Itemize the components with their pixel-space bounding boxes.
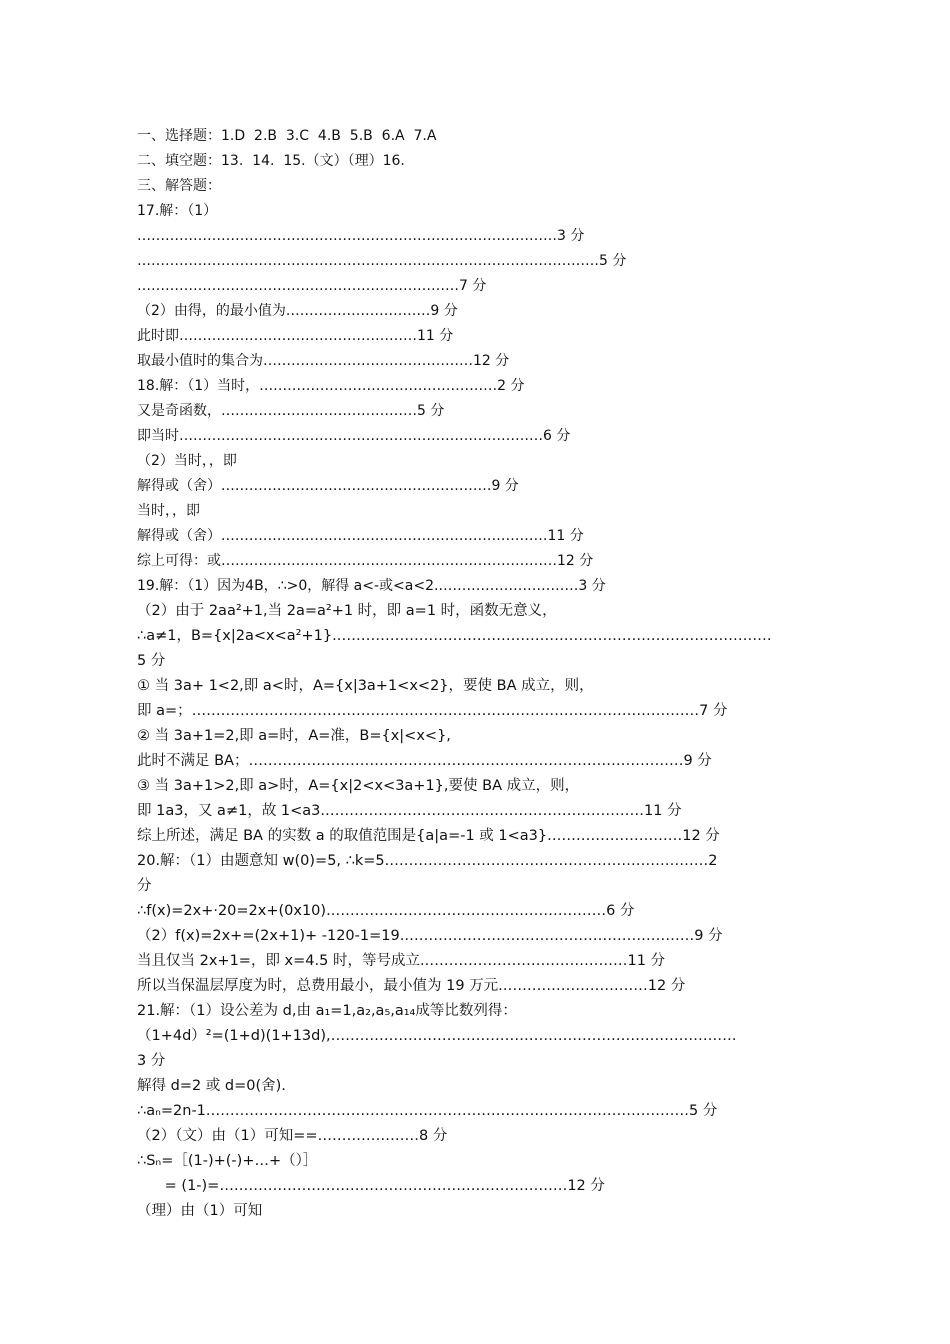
text-line: （2）当时，，即 xyxy=(137,453,237,469)
text-line: 21.解：（1）设公差为 d,由 a₁=1,a₂,a₅,a₁₄成等比数列得： xyxy=(137,1003,517,1019)
text-line: 此时不满足 BA；………………………………………………………………………………9 分 xyxy=(137,753,712,769)
text-line: 即 a=；……………………………………………………………………………………………7 分 xyxy=(137,703,728,719)
text-line: 解得 d=2 或 d=0(舍). xyxy=(137,1078,286,1094)
answer-key-text xyxy=(137,124,817,1224)
text-line: 三、解答题： xyxy=(137,178,221,194)
text-line: ………………………………………………………………………………………5 分 xyxy=(137,253,627,269)
text-line: ∴aₙ=2n-1.………………………………………………………………………………………5 分 xyxy=(137,1103,718,1119)
text-line: 综上所述，满足 BA 的实数 a 的取值范围是{a|a=-1 或 1<a3}.………………………12 分 xyxy=(137,828,720,844)
text-line: （2）（文）由（1）可知==…………………8 分 xyxy=(137,1128,448,1144)
text-line: 5 分 xyxy=(137,653,166,669)
text-line: ② 当 3a+1=2,即 a=时，A=准，B={x|<x<}, xyxy=(137,728,451,744)
text-line: ∴f(x)=2x+·20=2x+(0x10).…………………………………………………6 分 xyxy=(137,903,635,919)
text-line: ∴a≠1，B={x|2a<x<a²+1}.……………………………………………………………………………… xyxy=(137,628,772,644)
text-line: ……………………………………………………………7 分 xyxy=(137,278,487,294)
text-line: 二、填空题：13. 14. 15.（文）（理）16. xyxy=(137,153,405,169)
text-line: ………………………………………………………………………………3 分 xyxy=(137,228,585,244)
text-line: 解得或（舍）.…………………………………………………9 分 xyxy=(137,478,519,494)
text-line: 解得或（舍）.……………………………………………………………11 分 xyxy=(137,528,584,544)
text-line: 当且仅当 2x+1=，即 x=4.5 时，等号成立.……………………………………11 分 xyxy=(137,953,666,969)
text-line: 20.解：（1）由题意知 w(0)=5, ∴k=5.…………………………………………………………2 xyxy=(137,853,718,869)
text-line: = (1-)=………………………………………………………………12 分 xyxy=(137,1178,605,1194)
text-line: 18.解：（1）当时，……………………………………………2 分 xyxy=(137,378,525,394)
text-line: （2）f(x)=2x+=(2x+1)+ -120-1=19.……………………………………………………9 分 xyxy=(137,928,723,944)
text-line: ③ 当 3a+1>2,即 a>时，A={x|2<x<3a+1},要使 BA 成立，则， xyxy=(137,778,580,794)
text-line: 17.解：（1） xyxy=(137,203,218,219)
text-line: 3 分 xyxy=(137,1053,166,1069)
text-line: 此时即……………………………………………11 分 xyxy=(137,328,454,344)
text-line: ① 当 3a+ 1<2,即 a<时，A={x|3a+1<x<2}，要使 BA 成立，则， xyxy=(137,678,594,694)
text-line: 即 1a3，又 a≠1，故 1<a3.…………………………………………………………11 分 xyxy=(137,803,682,819)
text-line: 综上可得：或………………………………………………………………12 分 xyxy=(137,553,594,569)
text-line: 取最小值时的集合为………………………………………12 分 xyxy=(137,353,510,369)
text-line: 分 xyxy=(137,878,152,894)
text-line: （理）由（1）可知 xyxy=(137,1203,263,1219)
text-line: （1+4d）²=(1+d)(1+13d),………………………………………………………………………… xyxy=(137,1028,737,1044)
text-line: （2）由于 2aa²+1,当 2a=a²+1 时，即 a=1 时，函数无意义， xyxy=(137,603,557,619)
text-line: 所以当保温层厚度为时，总费用最小，最小值为 19 万元.…………………………12 分 xyxy=(137,978,686,994)
text-line: 当时，，即 xyxy=(137,503,200,519)
text-line: 19.解：（1）因为4B，∴>0，解得 a<-或<a<2.…………………………3 分 xyxy=(137,578,606,594)
text-line: 一、选择题：1.D 2.B 3.C 4.B 5.B 6.A 7.A xyxy=(137,128,437,144)
text-line: 即当时……………………………………………………………………6 分 xyxy=(137,428,571,444)
text-line: 又是奇函数，……………………………………5 分 xyxy=(137,403,445,419)
text-line: ∴Sₙ=［(1-)+(-)+…+（）］ xyxy=(137,1153,318,1169)
text-line: （2）由得，的最小值为.…………………………9 分 xyxy=(137,303,458,319)
